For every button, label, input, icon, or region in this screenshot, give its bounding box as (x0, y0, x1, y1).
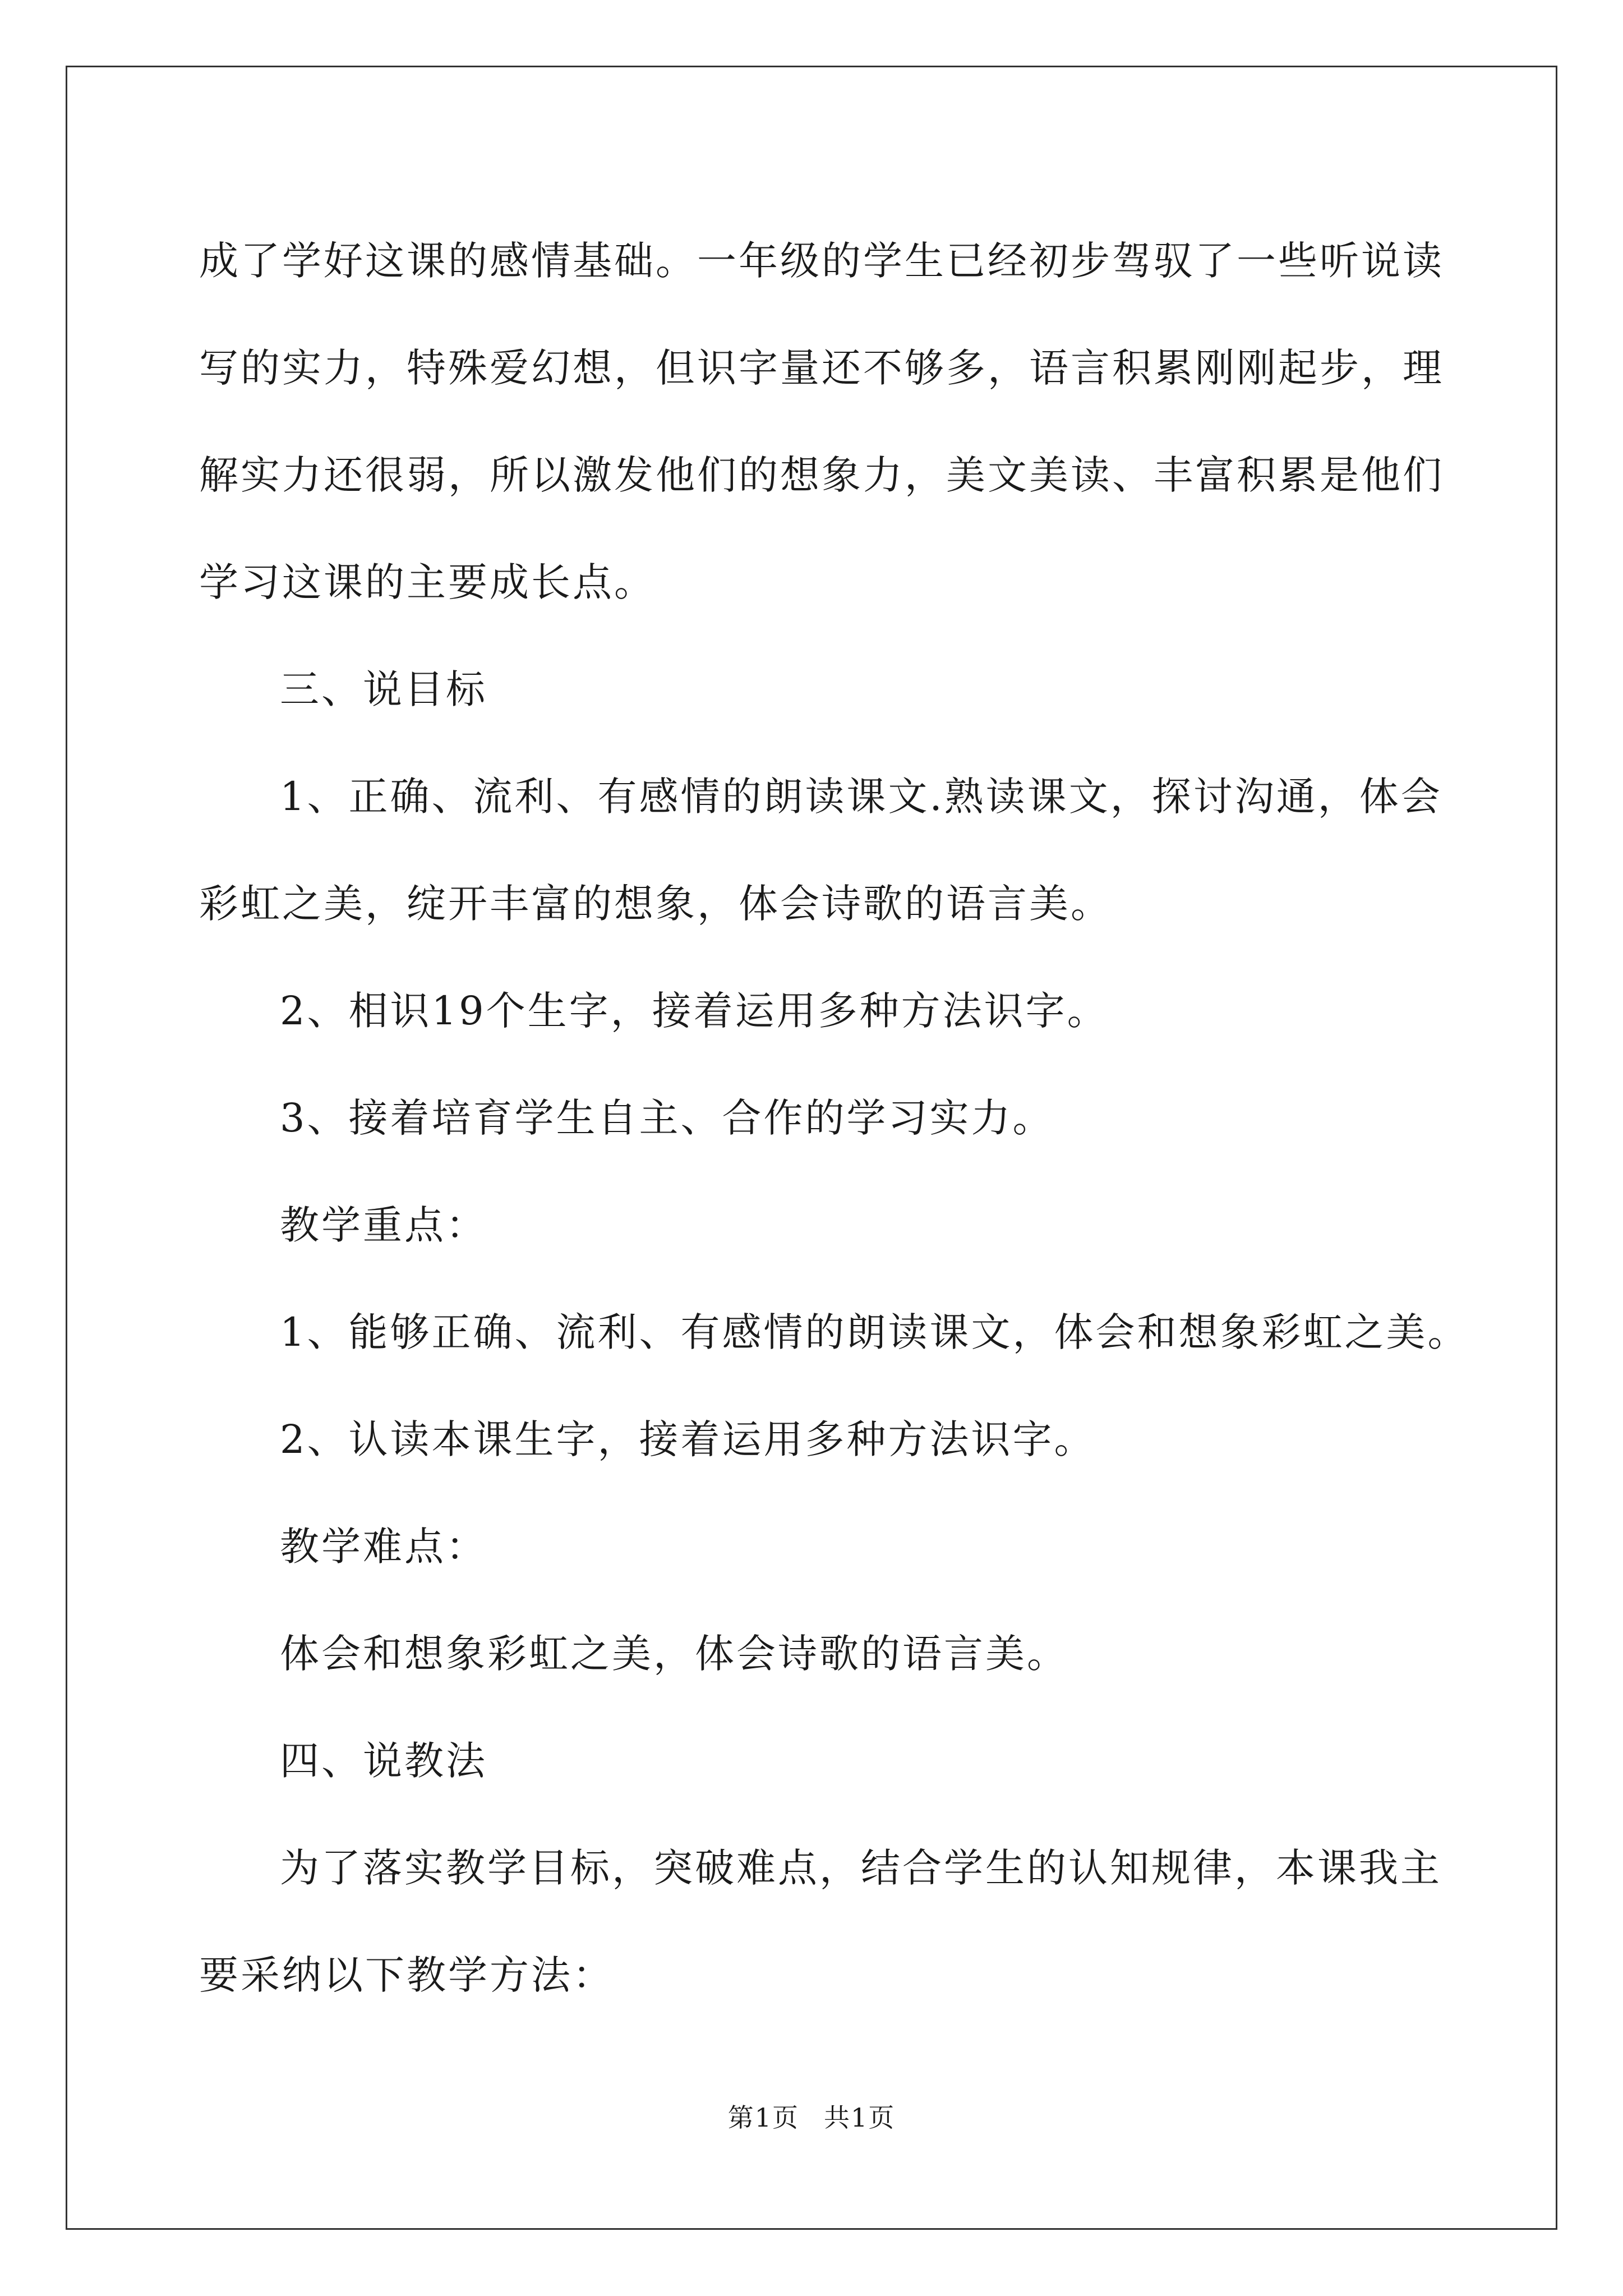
text-line: 学习这课的主要成长点。 (199, 559, 656, 605)
text-line: 2、相识19个生字，接着运用多种方法识字。 (280, 988, 1109, 1034)
text-line: 要采纳以下教学方法： (199, 1952, 614, 1998)
text-line: 为了落实教学目标，突破难点，结合学生的认知规律，本课我主 (280, 1845, 1442, 1891)
subheading: 教学难点： (280, 1524, 487, 1570)
text-line: 体会和想象彩虹之美，体会诗歌的语言美。 (280, 1631, 1068, 1677)
section-heading: 四、说教法 (280, 1738, 487, 1784)
text-line: 3、接着培育学生自主、合作的学习实力。 (280, 1095, 1054, 1141)
text-line: 2、认读本课生字，接着运用多种方法识字。 (280, 1416, 1096, 1462)
text-line: 1、能够正确、流利、有感情的朗读课文，体会和想象彩虹之美。 (280, 1309, 1469, 1355)
document-body (199, 208, 1469, 2029)
page-number: 第1页 (727, 2102, 799, 2133)
page-total: 共1页 (824, 2102, 896, 2133)
section-heading: 三、说目标 (280, 666, 487, 712)
page-footer (0, 2101, 1623, 2134)
text-line: 彩虹之美，绽开丰富的想象，体会诗歌的语言美。 (199, 881, 1112, 927)
text-line: 写的实力，特殊爱幻想，但识字量还不够多，语言积累刚刚起步，理 (199, 345, 1444, 391)
text-line: 成了学好这课的感情基础。一年级的学生已经初步驾驭了一些听说读 (199, 238, 1444, 284)
text-line: 1、正确、流利、有感情的朗读课文.熟读课文，探讨沟通，体会 (280, 774, 1442, 820)
subheading: 教学重点： (280, 1202, 487, 1248)
text-line: 解实力还很弱，所以激发他们的想象力，美文美读、丰富积累是他们 (199, 452, 1444, 498)
